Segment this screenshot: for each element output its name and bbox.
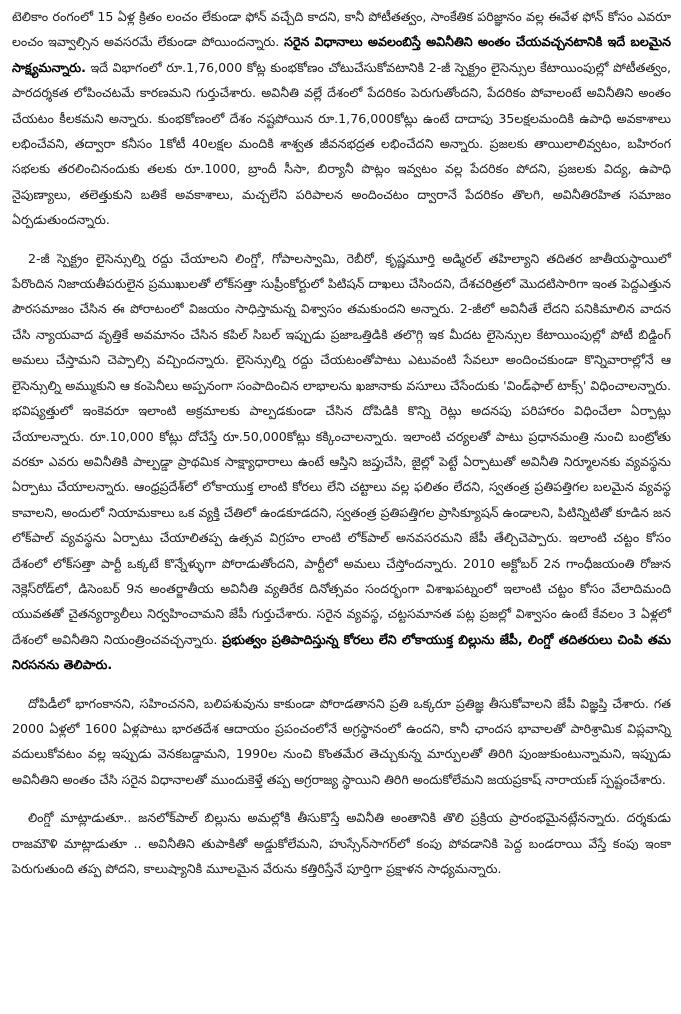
paragraph-1 [12, 4, 671, 233]
paragraph-3-text: దోపిడీలో భాగంకానని, సహించనని, బలిపశువును కాకుండా పోరాడతానని ప్రతి ఒక్కరూ ప్రతిజ్ఞ తీసుకోవాలని జేపీ విజ్ఞప్తి చేశారు. గత 2000 ఏళ్లలో 1600 ఏళ్లపాటు భారతదేశ ఆదాయం ప్రపంచంలోనే అగ్రస్థానంలో ఉందని, కానీ ఛాందస భావాలతో పారిశ్రామిక విప్లవాన్ని వదులుకోవటం వల్ల ఇప్పుడు వెనకబడ్డామని, 1990ల నుంచి కొంతమేర తెచ్చుకున్న మార్పులతో తిరిగి పుంజుకుంటున్నామని, ఇప్పుడు అవినీతిని అంతం చేసి సరైన విధానాలతో ముందుకెళ్తే తప్ప అగ్రరాజ్య స్థాయిని తిరిగి అందుకోలేమని జయప్రకాష్ నారాయణ్ స్పష్టంచేశారు. [12, 695, 671, 787]
paragraph-4-text: లింగ్డో మాట్లాడుతూ.. జనలోక్‌పాల్ బిల్లును అమల్లోకి తీసుకొస్తే అవినీతి అంతానికి తొలి ప్రక్రియ ప్రారంభమైనట్లేనన్నారు. దర్శకుడు రాజమౌళి మాట్లాడుతూ .. అవినీతిని తుపాకితో అడ్డుకోలేమని, హుస్సేన్‌సాగర్‌లో కంపు పోవడానికి పెద్ద బండరాయి వేస్తే కంపు ఇంకా పెరుగుతుంది తప్ప పోదని, కాలుష్యానికి మూలమైన వేరును కత్తిరిస్తేనే పూర్తిగా ప్రక్షాళన సాధ్యమన్నారు. [12, 810, 671, 876]
paragraph-2 [12, 246, 671, 678]
paragraph-3 [12, 691, 671, 793]
paragraph-1-highlight: సరైన విధానాలు అవలంబిస్తే అవినీతిని అంతం చేయవచ్చనటానికి ఇదే బలమైన సాక్ష్యమన్నారు. [12, 34, 672, 75]
paragraph-4 [12, 805, 671, 881]
paragraph-2-text: 2-జీ స్పెక్ట్రం లైసెన్సుల్ని రద్దు చేయాలని లింగ్డో, గోపాలస్వామి, రెబీరో, కృష్ణమూర్తి అడ్మిరల్ తహిల్యాని తదితర జాతీయస్థాయిలో పేరొందిన నిజాయతీపరులైన ప్రముఖులతో లోక్‌సత్తా సుప్రీంకోర్టులో పిటిషన్ దాఖలు చేసిందని, దేశచరిత్రలో మొదటిసారిగా ఇంత పెద్దఎత్తున పౌరసమాజం చేసిన ఈ పోరాటంలో విజయం సాధిస్తామన్న విశ్వాసం తమకుందని అన్నారు. 2-జీలో అవినీతే లేదని పనికిమాలిన వాదన చేసి న్యాయవాద వృత్తికే అవమానం చేసిన కపిల్ సిబల్ ఇప్పుడు ప్రజాఒత్తిడికి తలొగ్గి ఇక మీదట లైసెన్సుల కేటాయింపుల్లో పోటీ బిడ్డింగ్ అమలు చేస్తామని చెప్పాల్సి వచ్చిందన్నారు. లైసెన్సుల్ని రద్దు చేయటంతోపాటు ఎటువంటి సేవలూ అందించకుండా కొన్నివారాల్లోనే ఆ లైసెన్సుల్ని అమ్ముకుని ఆ కంపెనీలు అప్పనంగా సంపాదించిన లాభాలను ఖజానాకు వసూలు చేసేందుకు 'విండ్‌ఫాల్ టాక్స్' విధించాలన్నారు. భవిష్యత్తులో ఇంకెవరూ ఇలాంటి అక్రమాలకు పాల్పడకుండా చేసిన దోపిడికి కొన్ని రెట్లు అదనపు పరిహారం విధించేలా ఏర్పాట్లు చేయాలన్నారు. రూ.10,000 కోట్లు దోచేస్తే రూ.50,000కోట్లు కక్కించాలన్నారు. ఇలాంటి చర్యలతో పాటు ప్రధానమంత్రి నుంచి బంట్రోతు వరకూ ఎవరు అవినీతికి పాల్పడ్డా ప్రాథమిక సాక్ష్యాధారాలు ఉంటే ఆస్తిని జప్తుచేసి, జైల్లో పెట్టే ఏర్పాటుతో అవినీతి నిర్మూలనకు వ్యవస్థను ఏర్పాటు చేయాలన్నారు. ఆంధ్రప్రదేశ్‌లో లోకాయుక్త లాంటి కోరలు లేని చట్టాలు వల్ల ఫలితం లేదని, స్వతంత్ర ప్రతిపత్తిగల బలమైన వ్యవస్థ కావాలని, అందులో నియామకాలు ఒక వ్యక్తి చేతిలో ఉండకూడదని, స్వతంత్ర ప్రతిపత్తిగల ప్రాసిక్యూషన్ ఉండాలని, పిటిన్నిటితో కూడిన జన లోక్‌పాల్ వ్యవస్థను ఏర్పాటు చేయాలితప్ప ఉత్సవ విగ్రహం లాంటి లోక్‌పాల్ అనవసరమని జేపీ తేల్చిచెప్పారు. ఇలాంటి చట్టం కోసం దేశంలో లోక్‌సత్తా పార్టీ ఒక్కటే కొన్నేళ్ళుగా పోరాడుతోందని, పార్టీలో అమలు చేస్తోందన్నారు. 2010 అక్టోబర్ 2న గాంధీజయంతి రోజున నెక్లెస్‌రోడ్‌లో, డిసెంబర్ 9న అంతర్జాతీయ అవినీతి వ్యతిరేక దినోత్సవం సందర్భంగా విశాఖపట్నంలో ఇలాంటి చట్టం కోసం వేలాదిమంది యువతతో చైతన్యర్యాలీలు నిర్వహించామని జేపీ గుర్తుచేశారు. సరైన వ్యవస్థ, చట్టసమానత పట్ల ప్రజల్లో విశ్వాసం ఉంటే కేవలం 3 ఏళ్లలో దేశంలో అవినీతిని నియంత్రించవచ్చన్నారు. [12, 250, 671, 647]
paragraph-2-highlight: ప్రభుత్వం ప్రతిపాదిస్తున్న కోరలు లేని లోకాయుక్త బిల్లును జేపీ, లింగ్డో తదితరులు చింపి తమ నిరసనను తెలిపారు. [12, 631, 671, 673]
paragraph-1-text: టెలికాం రంగంలో 15 ఏళ్ల క్రితం లంచం లేకుండా ఫోన్ వచ్చేది కాదని, కానీ పోటీతత్వం, సాంకేతిక పరిజ్ఞానం వల్ల ఈవేళ ఫోన్ కోసం ఎవరూ లంచం ఇవ్వాల్సిన అవసరమే లేకుండా పోయిందన్నారు. [12, 9, 671, 50]
paragraph-1-text-continued: ఇదే విభాగంలో రూ.1,76,000 కోట్ల కుంభకోణం చోటుచేసుకోవటానికి 2-జీ స్పెక్ట్రం లైసెన్సుల కేటాయింపుల్లో పోటీతత్వం, పారదర్శకత లోపించటమే కారణమని గుర్తుచేశారు. అవినీతి వల్లే దేశంలో పేదరికం పెరుగుతోందని, పేదరికం పోవాలంటే అవినీతిని అంతం చేయటం కీలకమని అన్నారు. కుంభకోణంలో దేశం నష్టపోయిన రూ.1,76,000కోట్లు ఉంటే దాదాపు 35లక్షలమందికి ఉపాధి అవకాశాలు లభించేవని, తద్వారా కనీసం 1కోటీ 40లక్షల మందికి శాశ్వత జీవనభద్రత లభించేదని అన్నారు. ప్రజలకు తాయిలాలివ్వటం, బహిరంగ సభలకు తరలించినందుకు తలకు రూ.1000, బ్రాందీ సీసా, బిర్యానీ పొట్లం ఇవ్వటం వల్ల పేదరికం పోదని, ప్రజలకు విద్య, ఉపాధి నైపుణ్యాలు, తలెత్తుకుని బతికే అవకాశాలు, మచ్చలేని పరిపాలన అందించటం ద్వారానే పేదరికం తొలగి, అవినీతిరహిత సమాజం ఏర్పడుతుందన్నారు. [12, 59, 671, 228]
